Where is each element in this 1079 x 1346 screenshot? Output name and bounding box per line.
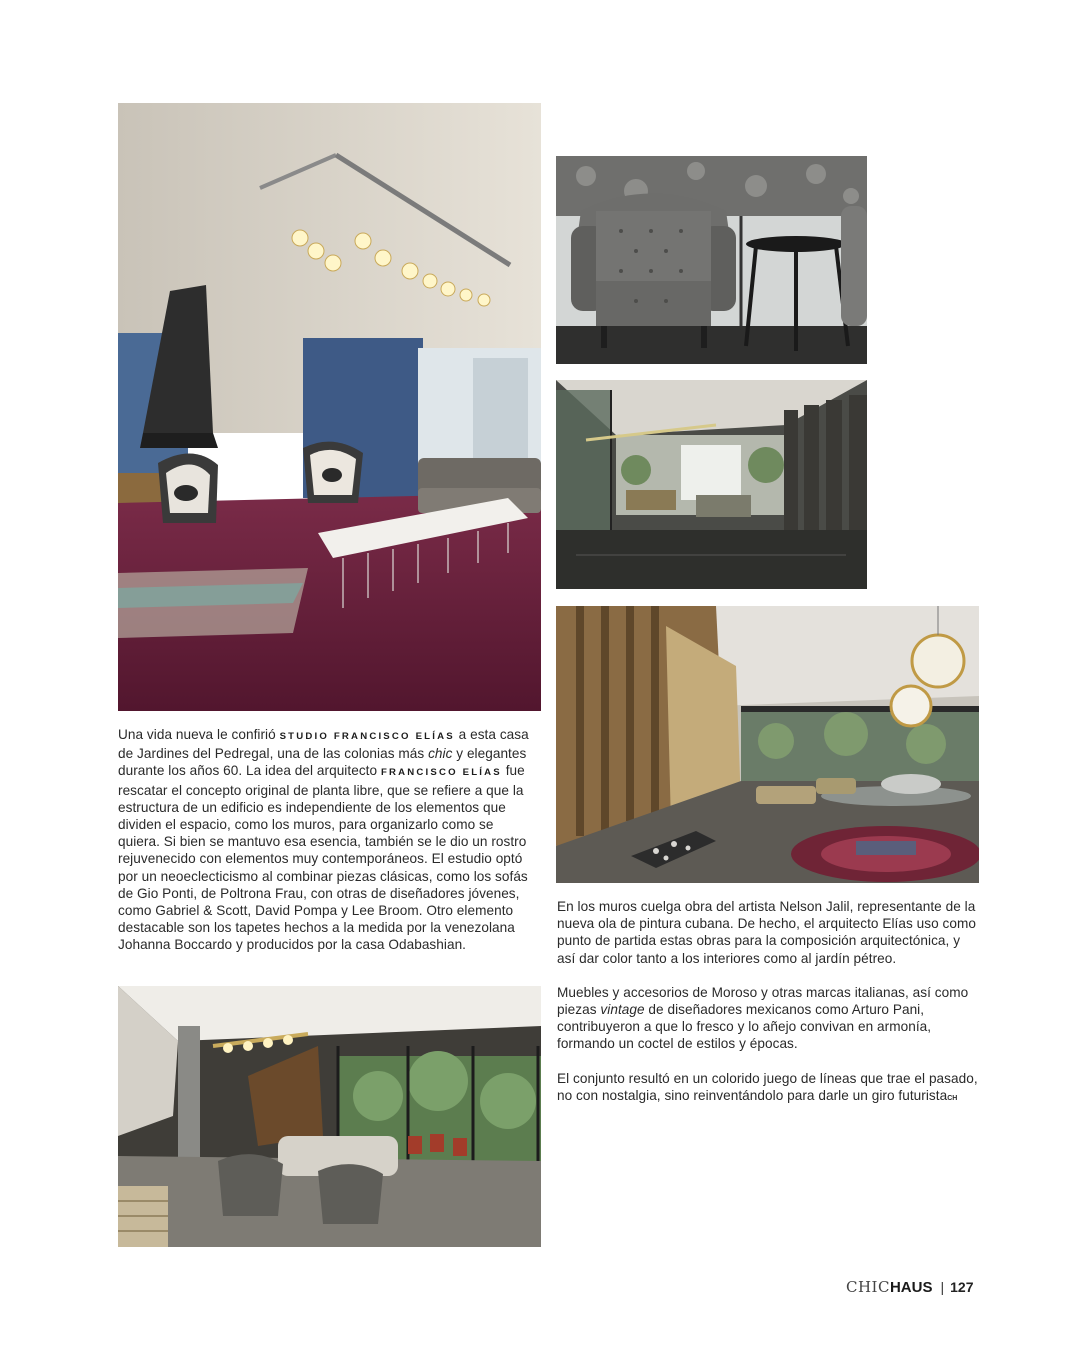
paragraph-intro: Una vida nueva le confirió STUDIO FRANCISCO ELÍAS a esta casa de Jardines del Pedregal, una de las colonias más chic y elegantes durante los años 60. La idea del arquitecto FRANCISCO ELÍAS fue rescatar el concepto original de planta libre, que se refiere a que la estructura de un edificio es independiente de los elementos que dividen el espacio, como los muros, para organizarlo como se quiera. Si bien se mantuvo esa esencia, también se le dio un rostro rejuvenecido con elementos muy contemporáneos. El estudio optó por un neoeclecticismo al combinar piezas clásicas, como los sofás de Gio Ponti, de Poltrona Frau, con otras de diseñadores jóvenes, como Gabriel & Scott, David Pompa y Lee Broom. Otro elemento destacable son los tapetes hechos a la medida por la venezolana Johanna Boccardo y producidos por la casa Odabashian. [118,727,529,953]
studio-name: STUDIO FRANCISCO ELÍAS [279,731,455,742]
paragraph-furniture: Muebles y accesorios de Moroso y otras marcas italianas, así como piezas vintage de diseñadores mexicanos como Arturo Pani, contribuyeron a que lo fresco y lo añejo convivan en armonía, formando un coctel de estilos y épocas. [557,984,969,1052]
photo-living-room [118,103,541,711]
italic-chic: chic [428,746,453,762]
photo-staircase-dining [556,606,979,883]
paragraph-conclusion: El conjunto resultó en un colorido juego de líneas que trae el pasado, no con nostalgia, sino reinventándolo para darle un giro futuristaCH [557,1070,978,1103]
photo-open-lounge [118,986,541,1247]
footer-separator: | [940,1279,945,1295]
page-footer [846,1278,973,1296]
right-article-text [557,898,979,1107]
end-mark: CH [947,1094,958,1102]
italic-vintage: vintage [600,1002,645,1018]
photo-armchair [556,156,867,364]
main-article-text [118,726,538,954]
page-number: 127 [950,1279,974,1295]
paragraph-artwork: En los muros cuelga obra del artista Nelson Jalil, representante de la nueva ola de pintura cubana. De hecho, el arquitecto Elías uso como punto de partida estas obras para la composición arquitectónica, y así dar color tanto a los interiores como al jardín pétreo. [557,899,976,966]
photo-glass-corridor [556,380,867,589]
brand-haus: HAUS [889,1279,933,1296]
brand-chic: CHIC [846,1278,890,1296]
architect-name: FRANCISCO ELÍAS [380,767,502,779]
